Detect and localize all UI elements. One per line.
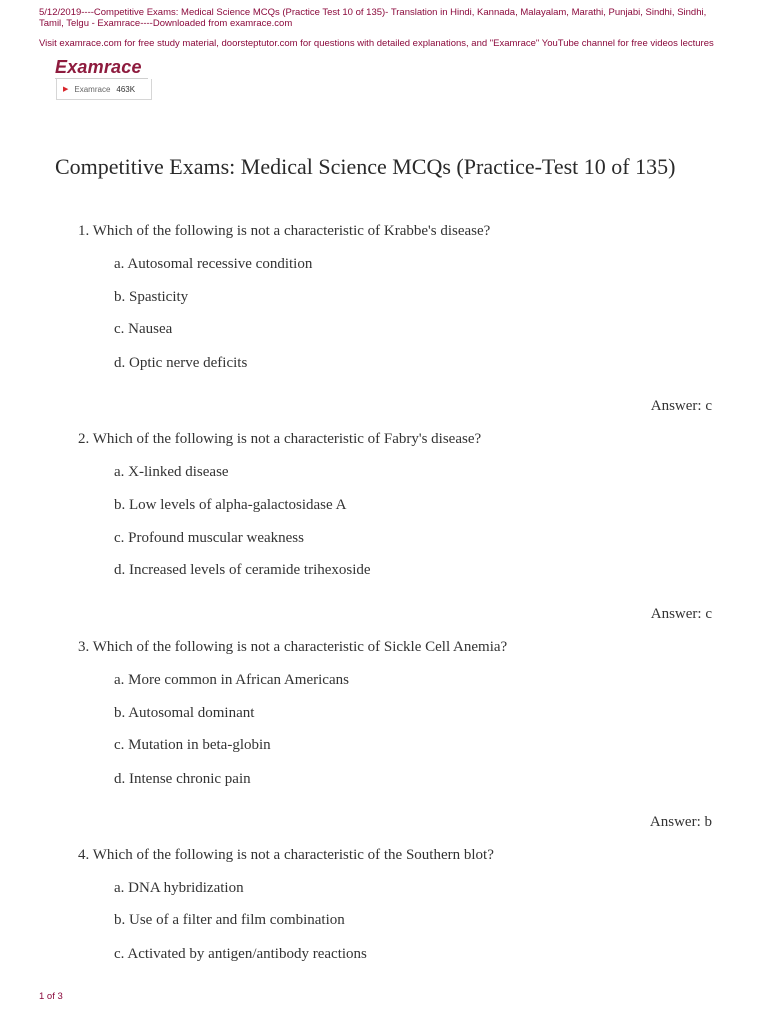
option-4c — [114, 946, 367, 963]
option-text: Increased levels of ceramide trihexoside — [129, 562, 371, 578]
question-1 — [78, 223, 490, 240]
option-label: c. — [114, 530, 125, 546]
option-text: Spasticity — [129, 289, 189, 305]
option-3b — [114, 705, 254, 722]
option-1d — [114, 355, 247, 372]
option-text: Intense chronic pain — [129, 771, 251, 787]
question-4 — [78, 847, 494, 864]
option-text: Use of a filter and film combination — [129, 912, 345, 928]
option-label: c. — [114, 946, 125, 962]
question-number: 2. — [78, 431, 90, 447]
option-2d — [114, 562, 371, 579]
option-4a — [114, 880, 244, 897]
answer-3: Answer: b — [649, 814, 712, 830]
examrace-logo[interactable]: Examrace — [55, 57, 142, 77]
option-3c — [114, 737, 271, 754]
youtube-play-icon: ▶ — [63, 86, 69, 93]
option-text: Activated by antigen/antibody reactions — [127, 946, 367, 962]
question-text: Which of the following is not a characteristic of the Southern blot? — [92, 847, 494, 863]
option-text: More common in African Americans — [128, 672, 349, 688]
option-1c — [114, 321, 172, 338]
option-text: X-linked disease — [128, 464, 229, 480]
question-text: Which of the following is not a characteristic of Fabry's disease? — [92, 431, 482, 447]
question-text: Which of the following is not a characteristic of Krabbe's disease? — [92, 223, 491, 239]
option-1a — [114, 256, 312, 273]
option-label: d. — [114, 562, 126, 578]
subscriber-count: 463K — [116, 84, 136, 94]
option-label: b. — [114, 705, 126, 721]
option-text: DNA hybridization — [128, 880, 244, 896]
option-label: b. — [114, 497, 126, 513]
option-label: b. — [114, 912, 126, 928]
page-title: Competitive Exams: Medical Science MCQs (Practice-Test 10 of 135) — [55, 154, 676, 179]
option-3a — [114, 672, 349, 689]
option-label: c. — [114, 737, 125, 753]
option-label: a. — [114, 880, 125, 896]
page-number: 1 of 3 — [39, 991, 63, 1002]
option-text: Autosomal recessive condition — [127, 256, 313, 272]
page-header-visit-line: Visit examrace.com for free study material, doorsteptutor.com for questions with detailed explanations, and "Examrace" YouTube channel for free videos lectures — [39, 38, 714, 49]
option-text: Autosomal dominant — [128, 705, 255, 721]
option-2b — [114, 497, 346, 514]
option-2a — [114, 464, 229, 481]
option-3d — [114, 771, 251, 788]
option-4b — [114, 912, 345, 929]
option-label: b. — [114, 289, 126, 305]
option-label: a. — [114, 464, 125, 480]
question-number: 3. — [78, 639, 90, 655]
page-header-line: 5/12/2019----Competitive Exams: Medical Science MCQs (Practice Test 10 of 135)- Translation in Hindi, Kannada, Malayalam, Marathi, Punjabi, Sindhi, Sindhi, Tamil, Telgu - Examrace----Downloaded from examrace.com — [39, 7, 707, 29]
answer-2: Answer: c — [650, 606, 712, 622]
option-label: a. — [114, 256, 125, 272]
option-label: d. — [114, 771, 126, 787]
option-2c — [114, 530, 304, 547]
youtube-channel-name: Examrace — [74, 84, 111, 94]
option-label: c. — [114, 321, 125, 337]
question-2 — [78, 431, 481, 448]
option-text: Profound muscular weakness — [128, 530, 304, 546]
option-text: Nausea — [128, 321, 173, 337]
question-number: 1. — [78, 223, 90, 239]
question-3 — [78, 639, 507, 656]
option-text: Mutation in beta-globin — [128, 737, 271, 753]
option-label: d. — [114, 355, 126, 371]
youtube-subscribe-widget[interactable] — [56, 79, 152, 100]
question-number: 4. — [78, 847, 90, 863]
option-label: a. — [114, 672, 125, 688]
option-text: Low levels of alpha-galactosidase A — [129, 497, 347, 513]
option-text: Optic nerve deficits — [129, 355, 248, 371]
answer-1: Answer: c — [650, 398, 712, 414]
option-1b — [114, 289, 188, 306]
question-text: Which of the following is not a characteristic of Sickle Cell Anemia? — [92, 639, 508, 655]
